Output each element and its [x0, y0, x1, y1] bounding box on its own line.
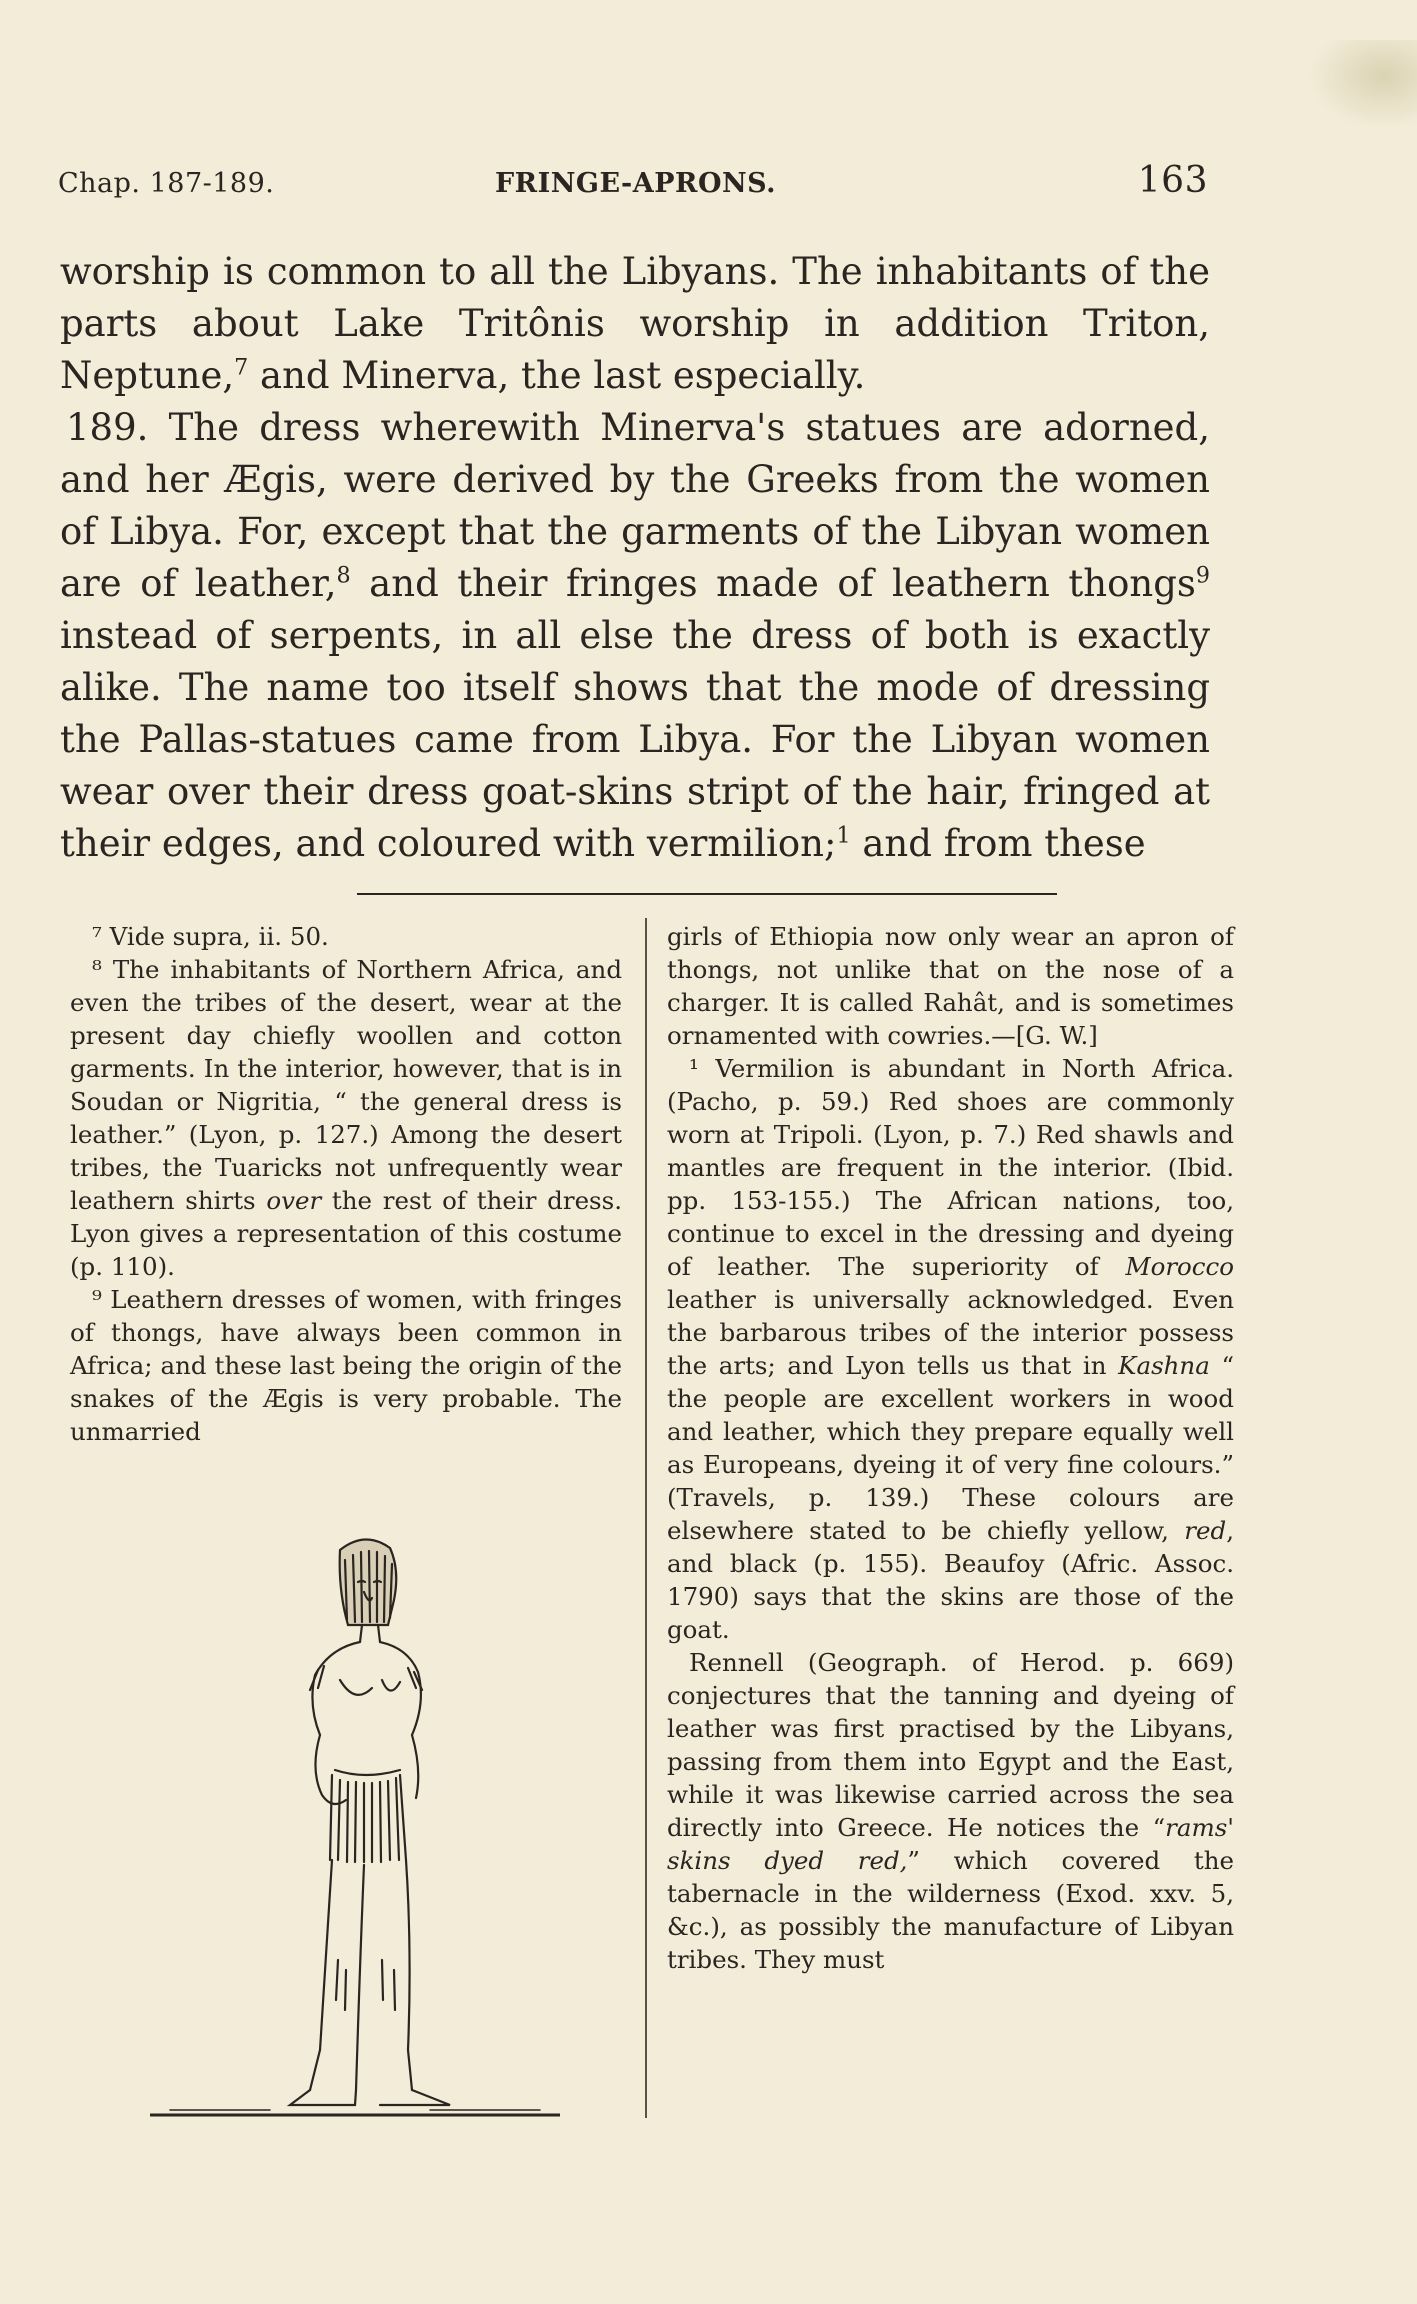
footnote-8	[70, 953, 622, 1283]
text-run: ” which covered the tabernacle in the wilderness (Exod. xxv. 5, &c.), as possibly the manufacture of Libyan tribes. They must	[667, 1846, 1234, 1974]
paragraph-188-end	[60, 246, 1210, 402]
footnote-ref-9: 9	[1195, 562, 1210, 589]
footnotes-right-column	[667, 920, 1234, 1976]
text-run: the rest of their dress. Lyon gives a representation of this costume (p. 110).	[70, 1186, 622, 1281]
text-run: ⁸ The inhabitants of Northern Africa, and even the tribes of the desert, wear at the present day chiefly woollen and cotton garments. In the interior, however, that is in Soudan or Nigritia, “ the general dress is leather.” (Lyon, p. 127.) Among the desert tribes, the Tuaricks not unfrequently wear leathern shirts	[70, 955, 622, 1215]
footnote-1-paragraph-2	[667, 1646, 1234, 1976]
footnote-7: ⁷ Vide supra, ii. 50.	[92, 922, 329, 951]
text-run: worship is common to all the Libyans. The inhabitants of the parts about Lake Tritônis worship in addition Triton, Neptune,	[60, 250, 1210, 397]
footnote-9-continued: girls of Ethiopia now only wear an apron of thongs, not unlike that on the nose of a charger. It is called Rahât, and is sometimes ornamented with cowries.—[G. W.]	[667, 922, 1234, 1050]
text-run: leather is universally acknowledged. Even the barbarous tribes of the interior possess the arts; and Lyon tells us that in	[667, 1285, 1234, 1380]
footnote-ref-1: 1	[836, 822, 851, 849]
footnote-1	[667, 1052, 1234, 1646]
footnote-ref-7: 7	[234, 354, 249, 381]
text-run: ¹ Vermilion is abundant in North Africa. (Pacho, p. 59.) Red shoes are commonly worn at Tripoli. (Lyon, p. 7.) Red shawls and mantles are frequent in the interior. (Ibid. pp. 153-155.) The African nations, too, continue to excel in the dressing and dyeing of leather. The superiority of	[667, 1054, 1234, 1281]
footnote-separator	[357, 893, 1057, 895]
italic-text: Kashna	[1118, 1351, 1210, 1380]
text-run: and Minerva, the last especially.	[248, 354, 866, 397]
text-run: instead of serpents, in all else the dress of both is exactly alike. The name too itself shows that the mode of dressing the Pallas-statues came from Libya. For the Libyan women wear over their dress goat-skins stript of the hair, fringed at their edges, and coloured with vermilion;	[60, 614, 1210, 865]
italic-text: over	[266, 1186, 322, 1215]
text-run: and their fringes made of leathern thongs	[350, 562, 1196, 605]
italic-text: Morocco	[1125, 1252, 1234, 1281]
chapter-reference: Chap. 187-189.	[58, 168, 275, 199]
libyan-woman-illustration	[150, 1530, 560, 2120]
text-run: “ the people are excellent workers in wood and leather, which they prepare equally well as Europeans, dyeing it of very fine colours.” (Travels, p. 139.) These colours are elsewhere stated to be chiefly yellow,	[667, 1351, 1234, 1545]
paragraph-189	[60, 402, 1210, 870]
text-run: and from these	[850, 822, 1146, 865]
paper-stain	[1307, 40, 1417, 130]
main-text	[60, 246, 1210, 870]
footnote-ref-8: 8	[336, 562, 351, 589]
footnotes-left-column	[70, 920, 622, 1448]
page-number: 163	[1137, 160, 1208, 201]
column-divider	[645, 918, 647, 2118]
figure-drawing	[150, 1530, 560, 2120]
running-header	[58, 160, 1208, 210]
text-run: 189. The dress wherewith Minerva's statues are adorned, and her Ægis, were derived by the Greeks from the women of Libya. For, except that the garments of the Libyan women are of leather,	[60, 406, 1210, 605]
italic-text: rams' skins dyed red,	[667, 1813, 1234, 1875]
text-run: Rennell (Geograph. of Herod. p. 669) conjectures that the tanning and dyeing of leather was first practised by the Libyans, passing from them into Egypt and the East, while it was likewise carried across the sea directly into Greece. He notices the “	[667, 1648, 1234, 1842]
footnote-9: ⁹ Leathern dresses of women, with fringes of thongs, have always been common in Africa; and these last being the origin of the snakes of the Ægis is very probable. The unmarried	[70, 1285, 622, 1446]
running-title: FRINGE-APRONS.	[495, 168, 777, 199]
italic-text: red	[1184, 1516, 1227, 1545]
text-run: , and black (p. 155). Beaufoy (Afric. Assoc. 1790) says that the skins are those of the goat.	[667, 1516, 1234, 1644]
